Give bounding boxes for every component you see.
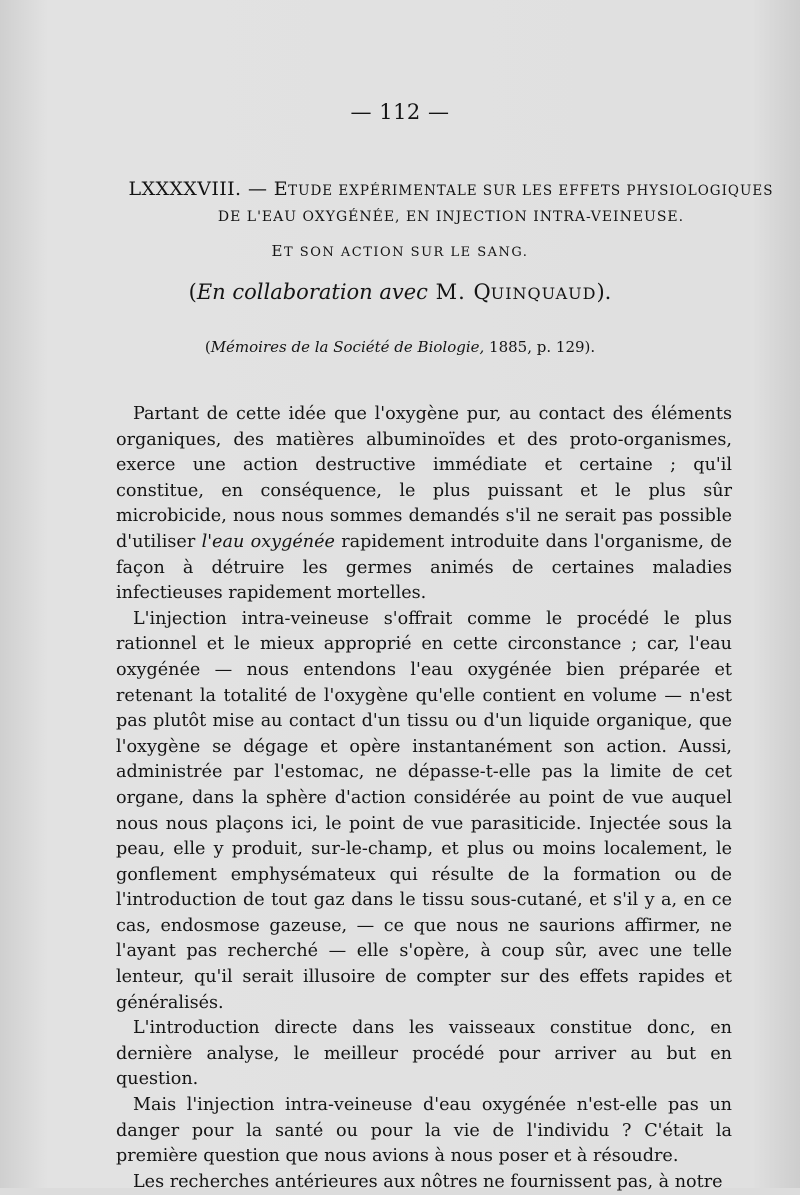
- collaboration-line: (En collaboration avec M. QUINQUAUD).: [188, 280, 612, 304]
- paragraph: Les recherches antérieures aux nôtres ne fournissent pas, à notre: [133, 1171, 723, 1192]
- article-title: [116, 176, 786, 230]
- citation: (Mémoires de la Société de Biologie, 1885, p. 129).: [204, 338, 596, 356]
- page-number: — 112 —: [350, 100, 450, 124]
- paragraph: Partant de cette idée que l'oxygène pur, au contact des éléments organiques, des matières albuminoïdes et des proto-organismes, exerce une action destructive immédiate et certaine ; qu'il constitue, en conséquence, le plus puissant et le plus sûr microbicide, nous nous sommes demandés s'il ne serait pas possible d'utiliser l'eau oxygénée rapidement introduite dans l'organisme, de façon à détruire les germes animés de certaines maladies infectieuses rapidement mortelles.: [116, 404, 732, 604]
- paragraph: L'injection intra-veineuse s'offrait comme le procédé le plus rationnel et le mieux approprié en cette circonstance ; car, l'eau oxygénée — nous entendons l'eau oxygénée bien préparée et retenant la totalité de l'oxygène qu'elle contient en volume — n'est pas plutôt mise au contact d'un tissu ou d'un liquide organique, que l'oxygène se dégage et opère instantanément son action. Aussi, administrée par l'estomac, ne dépasse-t-elle pas la limite de cet organe, dans la sphère d'action considérée au point de vue auquel nous nous plaçons ici, le point de vue parasiticide. Injectée sous la peau, elle y produit, sur-le-champ, et plus ou moins localement, le gonflement emphysémateux qui résulte de la formation ou de l'introduction de tout gaz dans le tissu sous-cutané, et s'il y a, en ce cas, endosmose gazeuse, — ce que nous ne saurions affirmer, ne l'ayant pas recherché — elle s'opère, à coup sûr, avec une telle lenteur, qu'il serait illusoire de compter sur des effets rapides et généralisés.: [116, 608, 732, 1013]
- collaborator-name: UINQUAUD: [490, 284, 597, 303]
- article-subtitle: ET SON ACTION SUR LE SANG.: [271, 242, 529, 260]
- citation-source: Mémoires de la Société de Biologie,: [210, 338, 485, 356]
- collaboration-italic: En collaboration avec: [196, 280, 428, 304]
- paragraph: Mais l'injection intra-veineuse d'eau oxygénée n'est-elle pas un danger pour la santé ou pour la vie de l'individu ? C'était la première question que nous avions à nous poser et à résoudre.: [116, 1095, 732, 1167]
- article-number: LXXXXVIII.: [128, 178, 242, 200]
- subtitle-rest: T SON ACTION SUR LE SANG.: [284, 245, 529, 260]
- emphasis-eau-oxygenee: l'eau oxygénée: [201, 531, 335, 552]
- title-line-1: LXXXXVIII. — ETUDE EXPÉRIMENTALE SUR LES EFFETS PHYSIOLOGIQUES: [128, 178, 774, 200]
- citation-details: 1885, p. 129).: [484, 338, 596, 356]
- title-line-2: DE L'EAU OXYGÉNÉE, EN INJECTION INTRA-VEINEUSE.: [217, 209, 685, 225]
- title-line-1-rest: TUDE EXPÉRIMENTALE SUR LES EFFETS PHYSIOLOGIQUES: [288, 183, 774, 199]
- paragraph: L'introduction directe dans les vaisseaux constitue donc, en dernière analyse, le meilleur procédé pour arriver au but en question.: [116, 1018, 732, 1090]
- body-text: [116, 402, 732, 1195]
